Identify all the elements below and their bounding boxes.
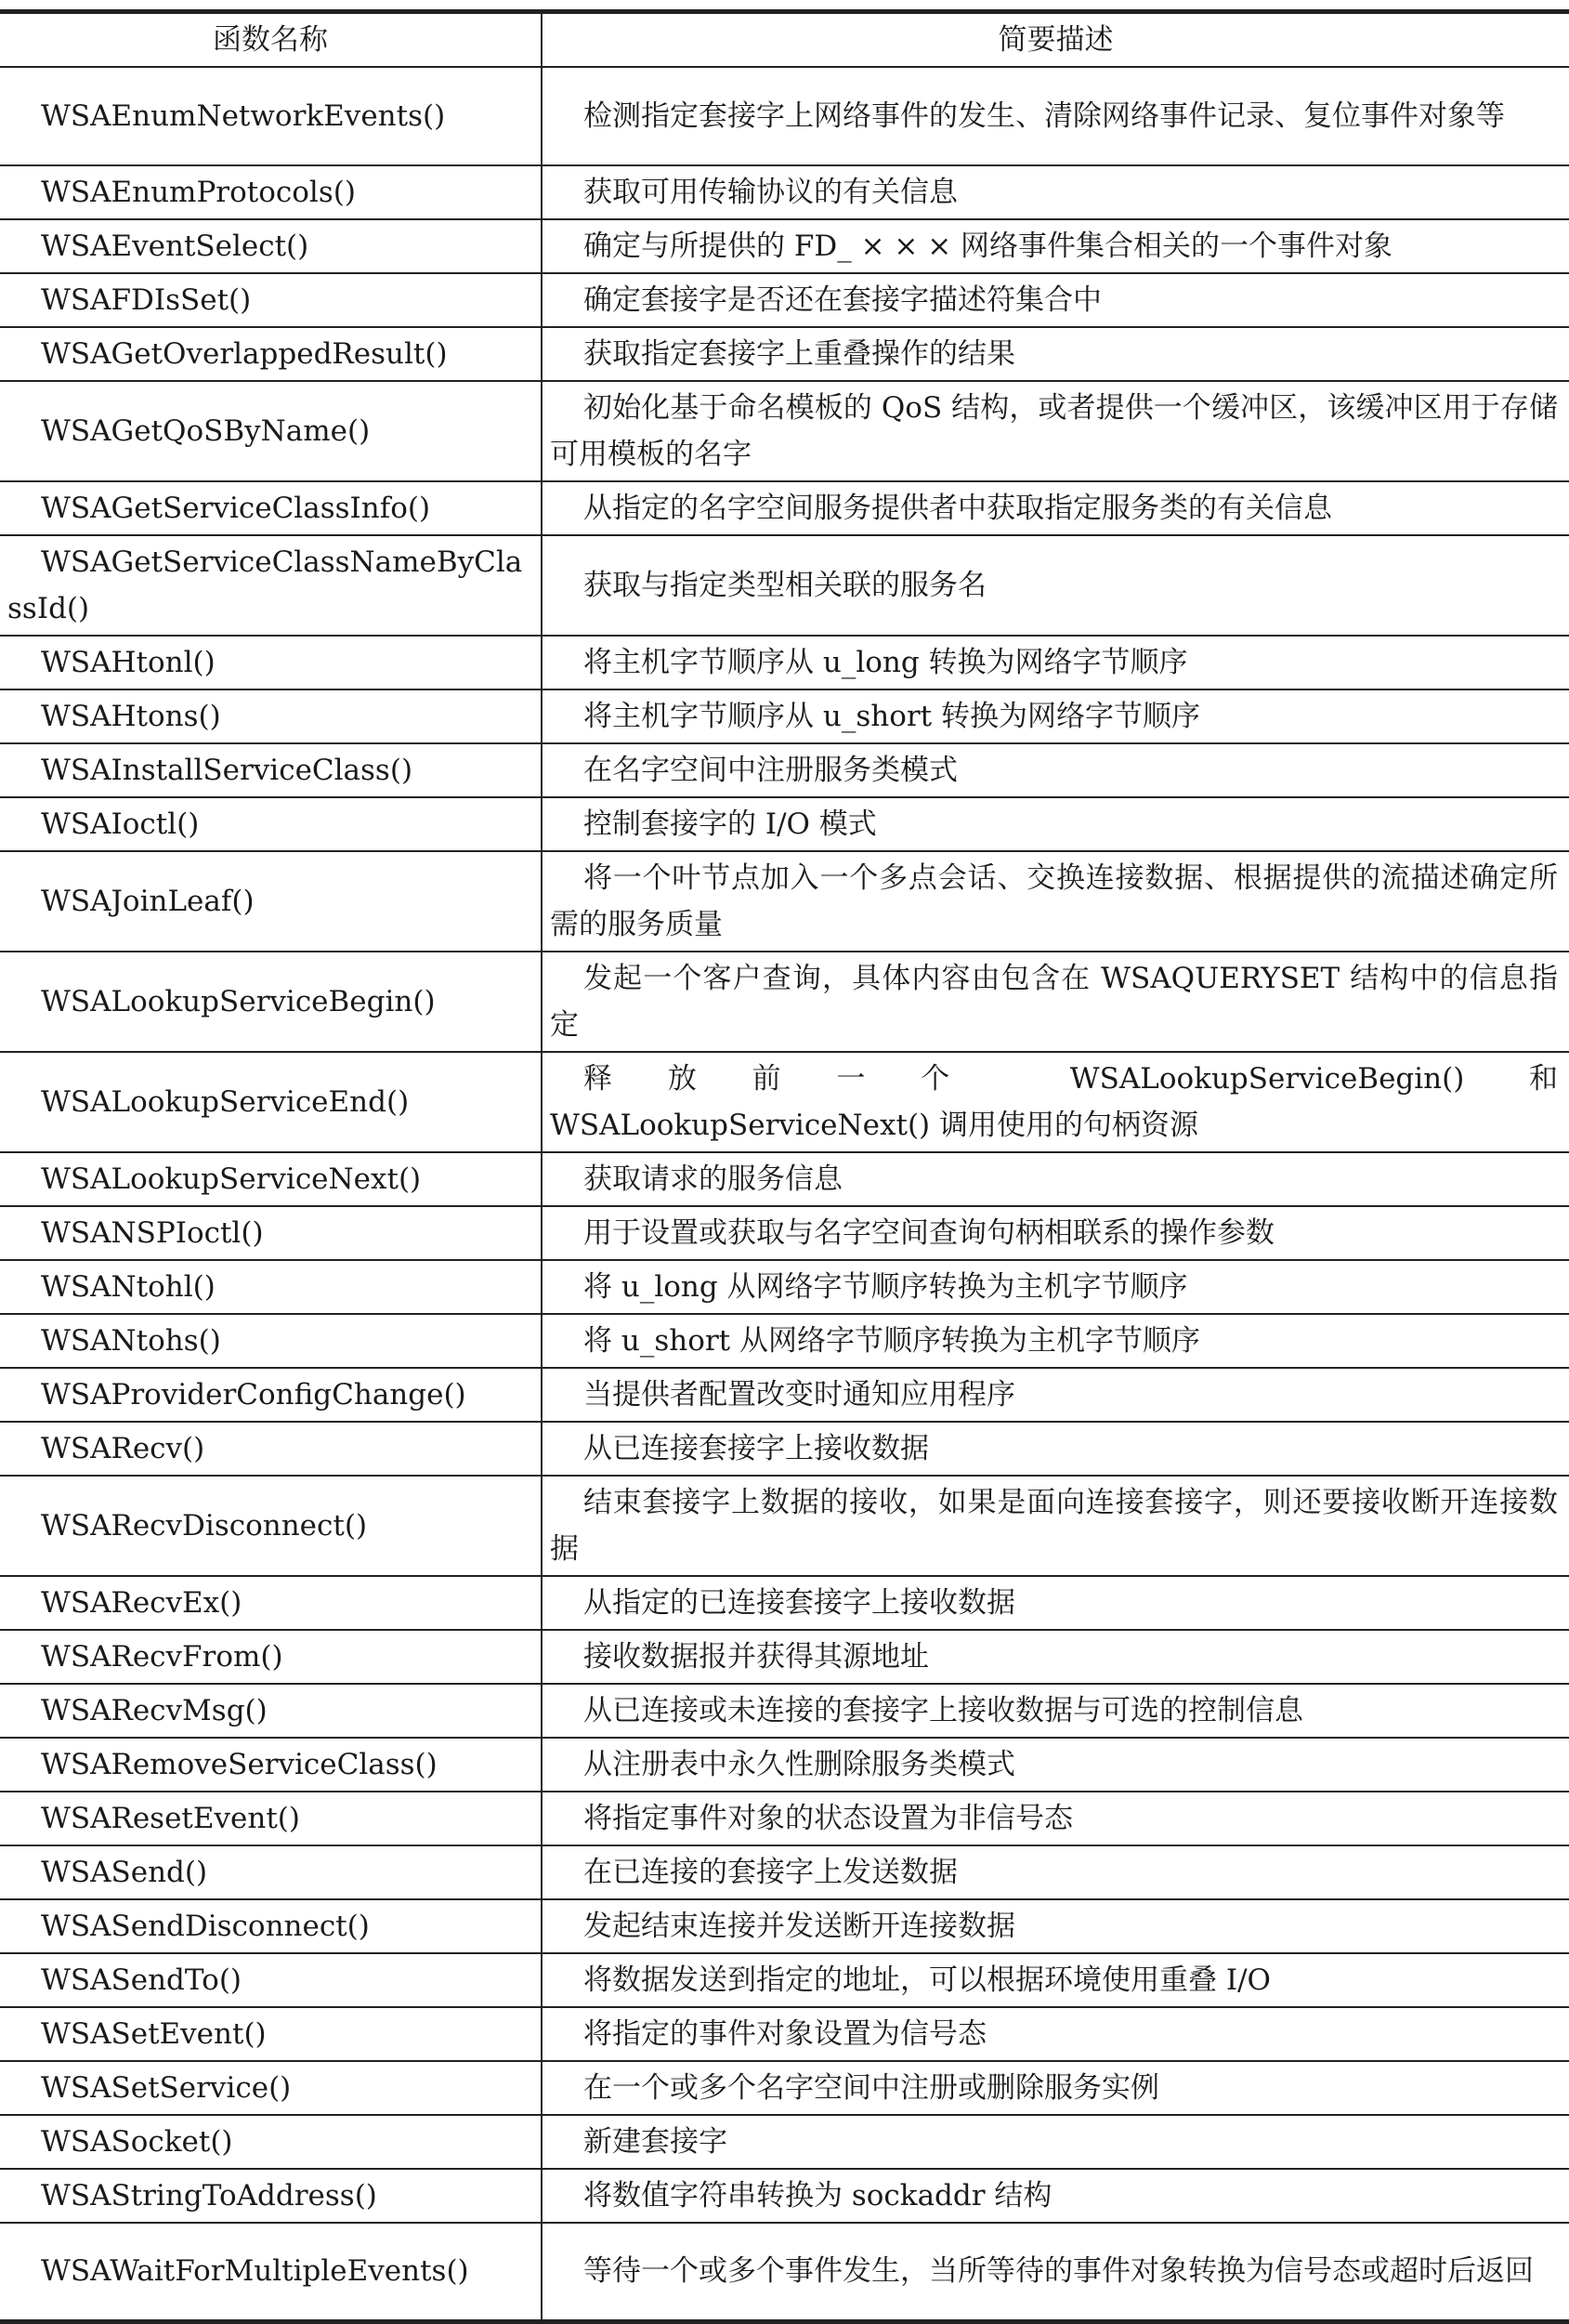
table-row xyxy=(0,1152,1569,1206)
description-cell: 确定与所提供的 FD_ × × × 网络事件集合相关的一个事件对象 xyxy=(542,219,1569,273)
description-cell: 获取指定套接字上重叠操作的结果 xyxy=(542,327,1569,381)
table-row xyxy=(0,1684,1569,1738)
function-name-cell: WSAEnumNetworkEvents() xyxy=(0,67,542,165)
table-row xyxy=(0,1422,1569,1476)
header-description: 简要描述 xyxy=(542,12,1569,68)
table-row xyxy=(0,1630,1569,1684)
description-cell: 在名字空间中注册服务类模式 xyxy=(542,743,1569,797)
table-row xyxy=(0,481,1569,535)
table-row xyxy=(0,1476,1569,1576)
description-cell: 将 u_short 从网络字节顺序转换为主机字节顺序 xyxy=(542,1314,1569,1368)
description-cell: 从已连接或未连接的套接字上接收数据与可选的控制信息 xyxy=(542,1684,1569,1738)
description-cell: 将主机字节顺序从 u_long 转换为网络字节顺序 xyxy=(542,636,1569,689)
description-cell: 检测指定套接字上网络事件的发生、清除网络事件记录、复位事件对象等 xyxy=(542,67,1569,165)
function-name-cell: WSAHtons() xyxy=(0,689,542,743)
function-name-cell: WSASendTo() xyxy=(0,1953,542,2007)
function-name-cell: WSAWaitForMultipleEvents() xyxy=(0,2223,542,2321)
function-name-cell: WSARecv() xyxy=(0,1422,542,1476)
function-name-cell: WSAGetQoSByName() xyxy=(0,381,542,481)
description-cell: 发起结束连接并发送断开连接数据 xyxy=(542,1899,1569,1953)
description-cell: 等待一个或多个事件发生，当所等待的事件对象转换为信号态或超时后返回 xyxy=(542,2223,1569,2321)
table-row xyxy=(0,1953,1569,2007)
description-cell: 在一个或多个名字空间中注册或删除服务实例 xyxy=(542,2061,1569,2115)
description-cell: 从已连接套接字上接收数据 xyxy=(542,1422,1569,1476)
table-row xyxy=(0,689,1569,743)
description-cell: 从指定的已连接套接字上接收数据 xyxy=(542,1576,1569,1630)
function-name-cell: WSARecvDisconnect() xyxy=(0,1476,542,1576)
table-row xyxy=(0,797,1569,851)
table-row xyxy=(0,2223,1569,2321)
description-cell: 接收数据报并获得其源地址 xyxy=(542,1630,1569,1684)
table-row xyxy=(0,636,1569,689)
function-table xyxy=(0,9,1569,2324)
function-name-cell: WSARecvMsg() xyxy=(0,1684,542,1738)
table-row xyxy=(0,2007,1569,2061)
table-row xyxy=(0,1206,1569,1260)
table-row xyxy=(0,2061,1569,2115)
table-row xyxy=(0,952,1569,1052)
description-cell: 将指定事件对象的状态设置为非信号态 xyxy=(542,1792,1569,1845)
description-cell: 确定套接字是否还在套接字描述符集合中 xyxy=(542,273,1569,327)
function-name-cell: WSASetEvent() xyxy=(0,2007,542,2061)
function-name-cell: WSASocket() xyxy=(0,2115,542,2169)
function-name-cell: WSAGetServiceClassInfo() xyxy=(0,481,542,535)
description-cell: 新建套接字 xyxy=(542,2115,1569,2169)
table-row xyxy=(0,1899,1569,1953)
description-cell: 将一个叶节点加入一个多点会话、交换连接数据、根据提供的流描述确定所需的服务质量 xyxy=(542,851,1569,952)
function-name-cell: WSAGetServiceClassNameByClassId() xyxy=(0,535,542,636)
function-name-cell: WSANtohl() xyxy=(0,1260,542,1314)
function-name-cell: WSALookupServiceBegin() xyxy=(0,952,542,1052)
function-name-cell: WSARecvFrom() xyxy=(0,1630,542,1684)
table-row xyxy=(0,381,1569,481)
description-cell: 将数值字符串转换为 sockaddr 结构 xyxy=(542,2169,1569,2223)
table-header-row xyxy=(0,12,1569,68)
description-cell: 获取可用传输协议的有关信息 xyxy=(542,165,1569,219)
description-cell: 当提供者配置改变时通知应用程序 xyxy=(542,1368,1569,1422)
function-name-cell: WSAHtonl() xyxy=(0,636,542,689)
function-name-cell: WSALookupServiceEnd() xyxy=(0,1052,542,1152)
table-row xyxy=(0,535,1569,636)
description-cell: 从注册表中永久性删除服务类模式 xyxy=(542,1738,1569,1792)
description-cell: 将指定的事件对象设置为信号态 xyxy=(542,2007,1569,2061)
table-body xyxy=(0,67,1569,2321)
function-name-cell: WSAProviderConfigChange() xyxy=(0,1368,542,1422)
table-row xyxy=(0,743,1569,797)
table-row xyxy=(0,1314,1569,1368)
function-name-cell: WSAGetOverlappedResult() xyxy=(0,327,542,381)
table-row xyxy=(0,165,1569,219)
description-cell: 控制套接字的 I/O 模式 xyxy=(542,797,1569,851)
table-row xyxy=(0,1576,1569,1630)
function-name-cell: WSAJoinLeaf() xyxy=(0,851,542,952)
table-row xyxy=(0,1845,1569,1899)
function-name-cell: WSARemoveServiceClass() xyxy=(0,1738,542,1792)
function-name-cell: WSANSPIoctl() xyxy=(0,1206,542,1260)
description-cell: 结束套接字上数据的接收，如果是面向连接套接字，则还要接收断开连接数据 xyxy=(542,1476,1569,1576)
function-name-cell: WSASend() xyxy=(0,1845,542,1899)
description-cell: 获取与指定类型相关联的服务名 xyxy=(542,535,1569,636)
function-name-cell: WSAInstallServiceClass() xyxy=(0,743,542,797)
table-row xyxy=(0,1052,1569,1152)
function-name-cell: WSAIoctl() xyxy=(0,797,542,851)
table-row xyxy=(0,2169,1569,2223)
function-name-cell: WSASendDisconnect() xyxy=(0,1899,542,1953)
description-cell: 将数据发送到指定的地址，可以根据环境使用重叠 I/O xyxy=(542,1953,1569,2007)
function-name-cell: WSARecvEx() xyxy=(0,1576,542,1630)
description-cell: 释放前一个 WSALookupServiceBegin() 和 WSALookupServiceNext() 调用使用的句柄资源 xyxy=(542,1052,1569,1152)
table-row xyxy=(0,1368,1569,1422)
table-row xyxy=(0,1792,1569,1845)
table-row xyxy=(0,1260,1569,1314)
table-row xyxy=(0,327,1569,381)
function-name-cell: WSALookupServiceNext() xyxy=(0,1152,542,1206)
function-name-cell: WSANtohs() xyxy=(0,1314,542,1368)
function-name-cell: WSAEventSelect() xyxy=(0,219,542,273)
table-row xyxy=(0,273,1569,327)
function-name-cell: WSASetService() xyxy=(0,2061,542,2115)
description-cell: 将主机字节顺序从 u_short 转换为网络字节顺序 xyxy=(542,689,1569,743)
function-name-cell: WSAEnumProtocols() xyxy=(0,165,542,219)
description-cell: 获取请求的服务信息 xyxy=(542,1152,1569,1206)
table-row xyxy=(0,219,1569,273)
header-function-name: 函数名称 xyxy=(0,12,542,68)
function-name-cell: WSAResetEvent() xyxy=(0,1792,542,1845)
function-name-cell: WSAFDIsSet() xyxy=(0,273,542,327)
description-cell: 发起一个客户查询，具体内容由包含在 WSAQUERYSET 结构中的信息指定 xyxy=(542,952,1569,1052)
function-name-cell: WSAStringToAddress() xyxy=(0,2169,542,2223)
description-cell: 用于设置或获取与名字空间查询句柄相联系的操作参数 xyxy=(542,1206,1569,1260)
description-cell: 初始化基于命名模板的 QoS 结构，或者提供一个缓冲区，该缓冲区用于存储可用模板的名字 xyxy=(542,381,1569,481)
description-cell: 将 u_long 从网络字节顺序转换为主机字节顺序 xyxy=(542,1260,1569,1314)
table-row xyxy=(0,851,1569,952)
table-row xyxy=(0,67,1569,165)
description-cell: 从指定的名字空间服务提供者中获取指定服务类的有关信息 xyxy=(542,481,1569,535)
table-row xyxy=(0,2115,1569,2169)
table-row xyxy=(0,1738,1569,1792)
description-cell: 在已连接的套接字上发送数据 xyxy=(542,1845,1569,1899)
